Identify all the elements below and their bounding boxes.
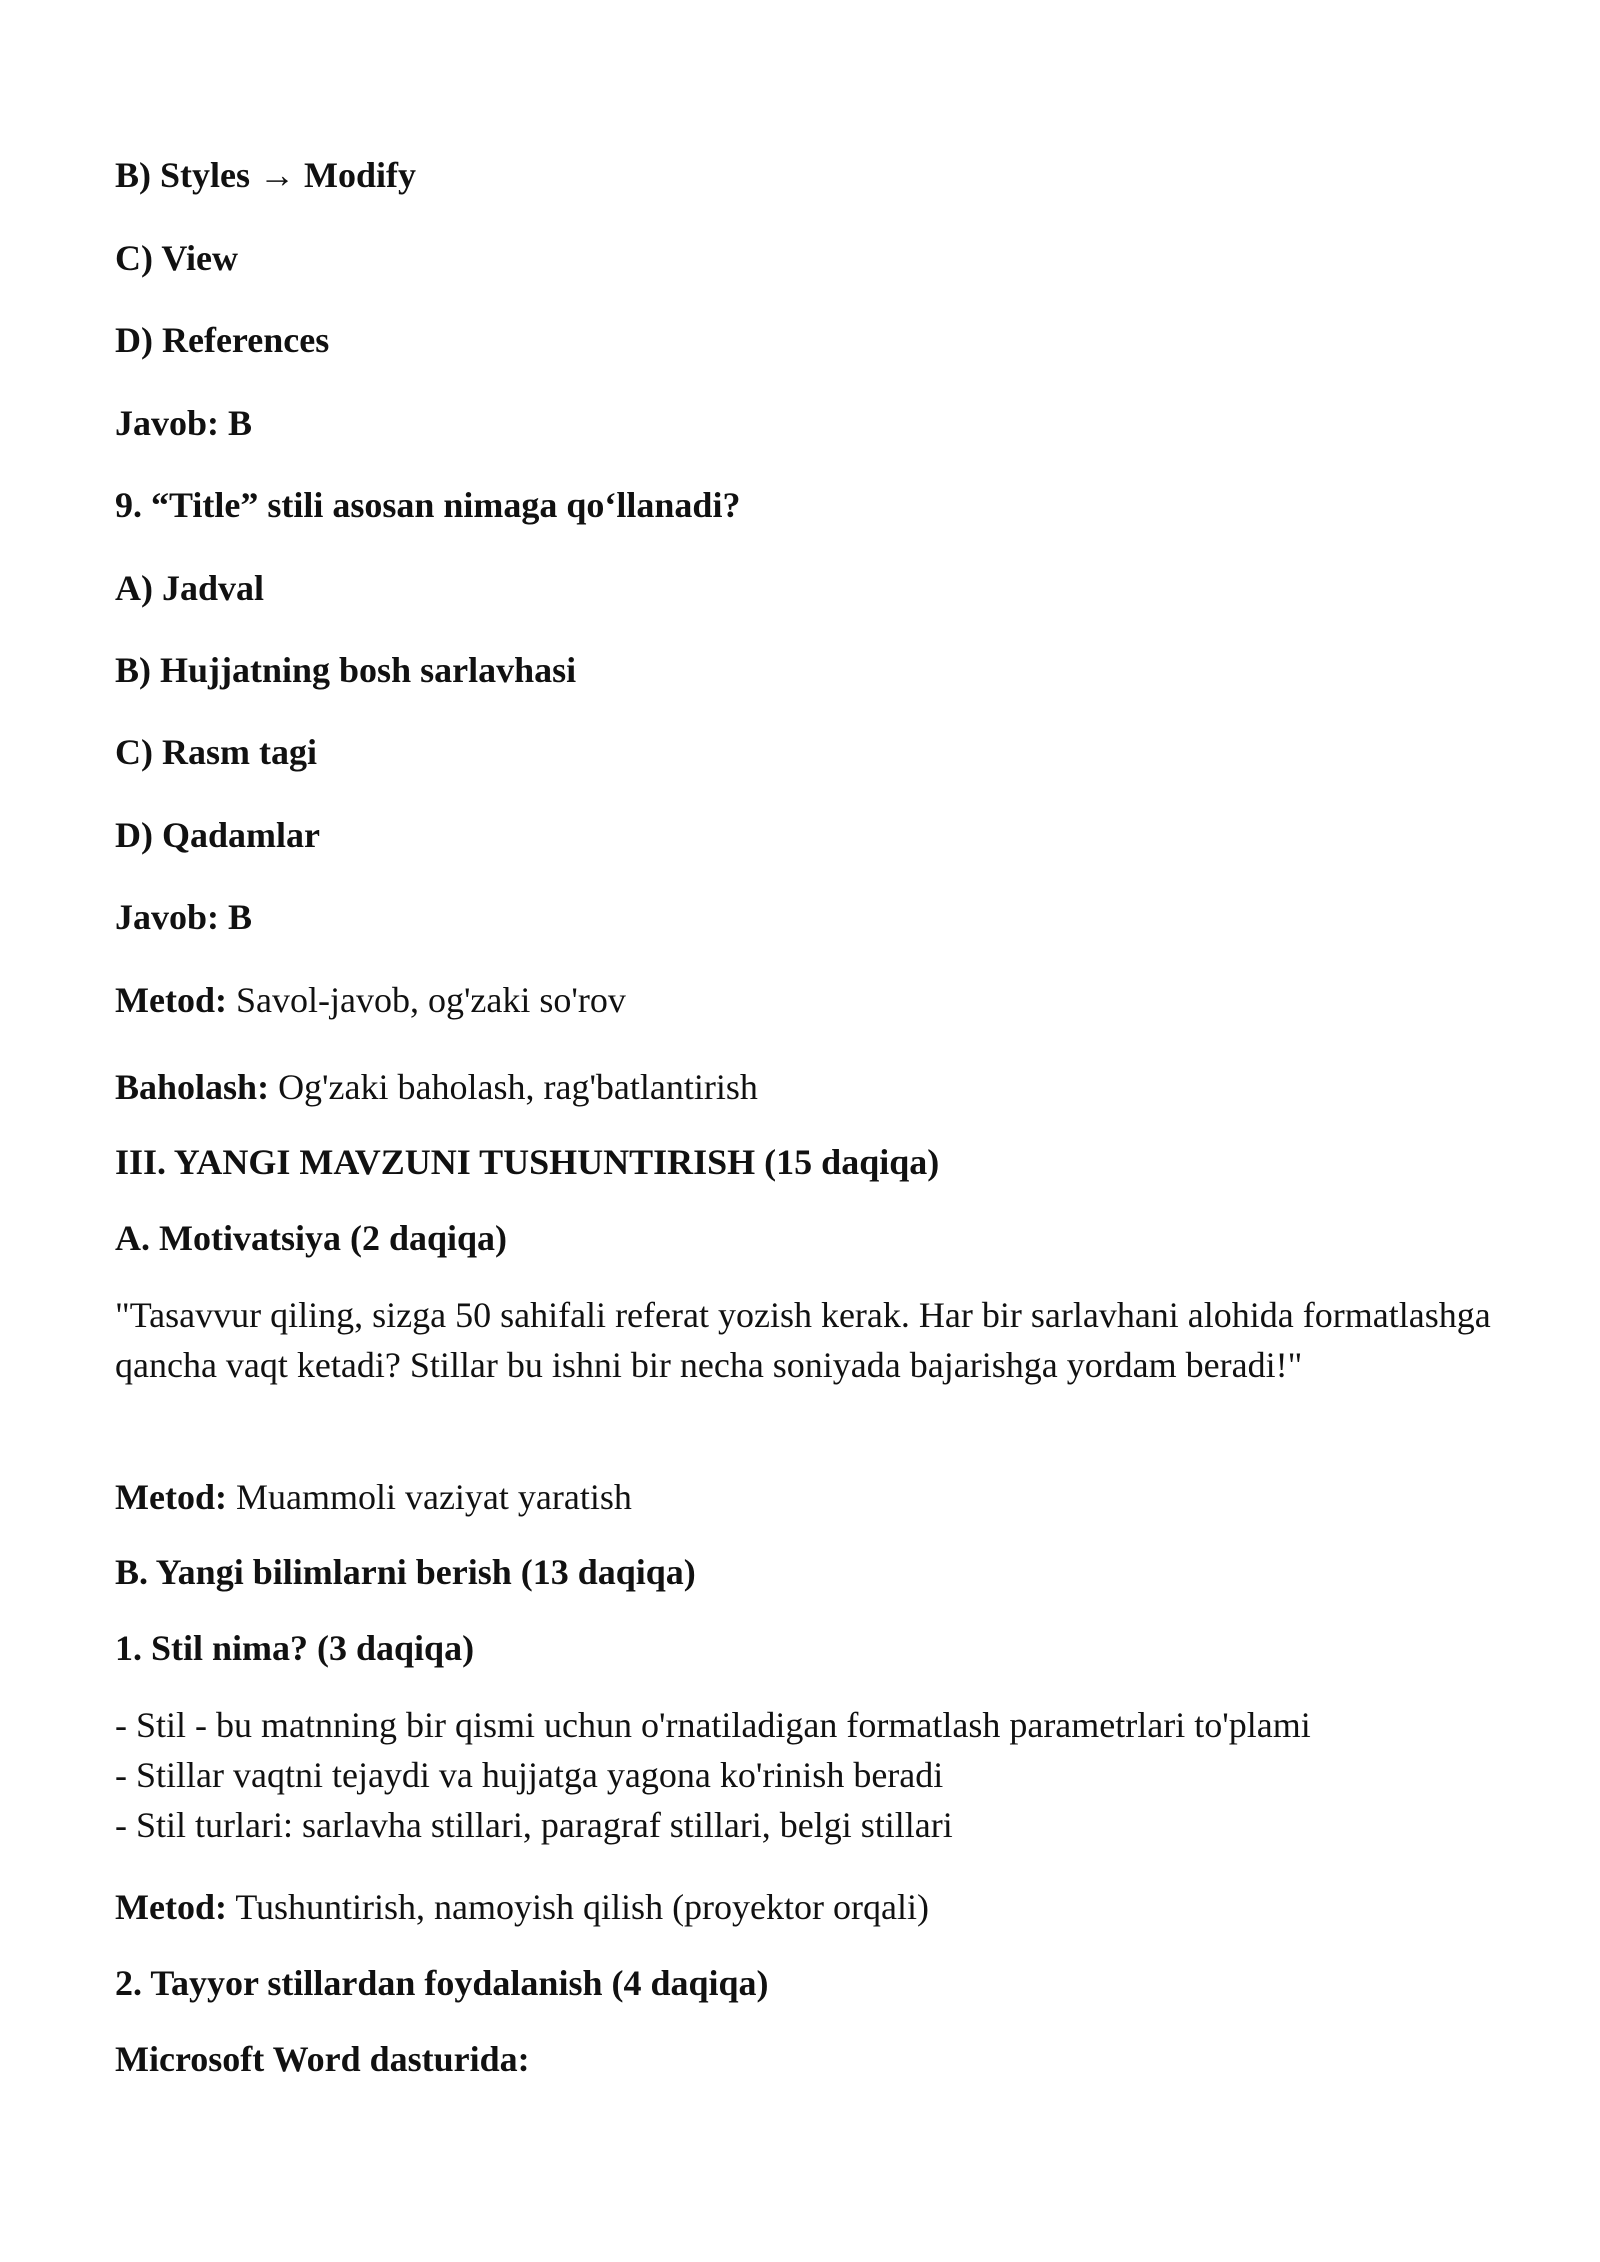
q8-option-c: C) View — [115, 238, 238, 278]
review-assessment-label: Baholash: — [115, 1067, 270, 1107]
sub1-method-label: Metod: — [115, 1887, 227, 1927]
sub2-heading: 2. Tayyor stillardan foydalanish (4 daqiqa) — [115, 1963, 769, 2003]
sub1-bullet: - Stillar vaqtni tejaydi va hujjatga yagona ko'rinish beradi — [115, 1755, 944, 1795]
review-assessment-text: Og'zaki baholash, rag'batlantirish — [269, 1067, 758, 1107]
motivation-method-text: Muammoli vaziyat yaratish — [226, 1477, 632, 1517]
sub1-bullet: - Stil turlari: sarlavha stillari, paragraf stillari, belgi stillari — [115, 1805, 953, 1845]
review-method — [115, 975, 626, 1025]
sub1-method-text: Tushuntirish, namoyish qilish (proyektor orqali) — [226, 1887, 929, 1927]
word-heading: Microsoft Word dasturida: — [115, 2039, 530, 2079]
sub1-method — [115, 1882, 929, 1932]
motivation-heading: A. Motivatsiya (2 daqiqa) — [115, 1218, 508, 1258]
review-method-label: Metod: — [115, 980, 227, 1020]
q9-answer: Javob: B — [115, 897, 253, 937]
q9-question: 9. “Title” stili asosan nimaga qo‘llanadi? — [115, 485, 741, 525]
motivation-method-label: Metod: — [115, 1477, 227, 1517]
q9-option-c: C) Rasm tagi — [115, 732, 317, 772]
sub1-bullet: - Stil - bu matnning bir qismi uchun o'rnatiladigan formatlash parametrlari to'plami — [115, 1705, 1311, 1745]
motivation-quote: "Tasavvur qiling, sizga 50 sahifali referat yozish kerak. Har bir sarlavhani alohida formatlashga qancha vaqt ketadi? Stillar bu ishni bir necha soniyada bajarishga yordam beradi!" — [115, 1295, 1491, 1385]
q8-option-d: D) References — [115, 320, 330, 360]
section3-heading: III. YANGI MAVZUNI TUSHUNTIRISH (15 daqiqa) — [115, 1142, 940, 1182]
q8-option-b: B) Styles → Modify — [115, 155, 416, 195]
q9-option-b: B) Hujjatning bosh sarlavhasi — [115, 650, 577, 690]
review-method-text: Savol-javob, og'zaki so'rov — [226, 980, 626, 1020]
q8-answer: Javob: B — [115, 403, 253, 443]
sub1-heading: 1. Stil nima? (3 daqiqa) — [115, 1628, 475, 1668]
review-assessment — [115, 1062, 758, 1112]
q9-option-d: D) Qadamlar — [115, 815, 320, 855]
new-knowledge-heading: B. Yangi bilimlarni berish (13 daqiqa) — [115, 1552, 696, 1592]
q9-option-a: A) Jadval — [115, 568, 265, 608]
motivation-method — [115, 1472, 632, 1522]
